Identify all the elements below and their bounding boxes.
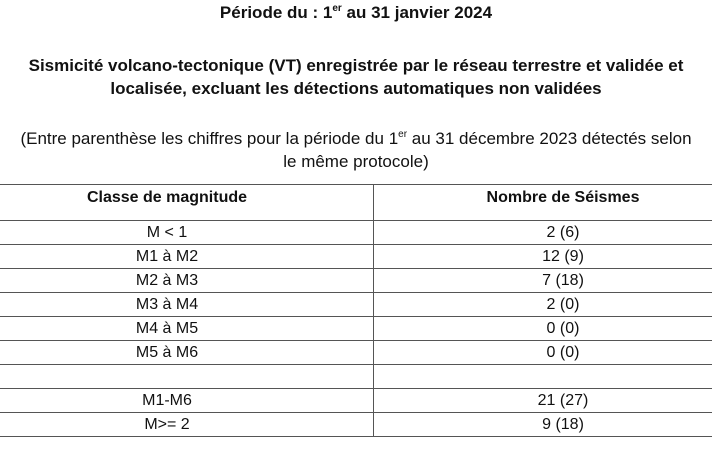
period-title-superscript: er [332,3,342,14]
magnitude-class-cell: M1 à M2 [0,245,374,269]
earthquake-count-cell: 21 (27) [374,389,712,413]
magnitude-class-cell: M>= 2 [0,413,374,437]
table-row [0,341,712,365]
table-row [0,245,712,269]
earthquake-count-cell: 12 (9) [374,245,712,269]
table-row [0,269,712,293]
magnitude-class-cell: M4 à M5 [0,317,374,341]
magnitude-class-cell: M1-M6 [0,389,374,413]
magnitude-class-cell: M3 à M4 [0,293,374,317]
comparison-note-line-1 [0,129,712,149]
table-row [0,293,712,317]
period-title-prefix: Période du : 1 [219,3,333,22]
period-title-suffix: au 31 janvier 2024 [341,3,493,22]
comparison-note-line-2: le même protocole) [283,152,429,171]
table-row-total [0,389,712,413]
seismicity-table [0,184,712,437]
table-row [0,317,712,341]
earthquake-count-cell [374,365,712,389]
table-row-total [0,413,712,437]
magnitude-class-cell [0,365,374,389]
header-earthquake-count: Nombre de Séismes [374,185,712,221]
subtitle-line-1: Sismicité volcano-tectonique (VT) enregistrée par le réseau terrestre et validée et [28,56,684,75]
earthquake-count-cell: 7 (18) [374,269,712,293]
note-suffix: au 31 décembre 2023 détectés selon [407,129,692,148]
earthquake-count-cell: 0 (0) [374,341,712,365]
magnitude-class-cell: M < 1 [0,221,374,245]
earthquake-count-cell: 2 (0) [374,293,712,317]
note-prefix: (Entre parenthèse les chiffres pour la période du 1 [20,129,399,148]
table-header-row [0,185,712,221]
period-title [0,3,712,23]
header-magnitude-class: Classe de magnitude [0,185,374,221]
table-row-empty [0,365,712,389]
table-row [0,221,712,245]
earthquake-count-cell: 2 (6) [374,221,712,245]
earthquake-count-cell: 9 (18) [374,413,712,437]
note-superscript: er [398,129,408,140]
subtitle-line-2: localisée, excluant les détections automatiques non validées [110,79,602,98]
earthquake-count-cell: 0 (0) [374,317,712,341]
magnitude-class-cell: M2 à M3 [0,269,374,293]
magnitude-class-cell: M5 à M6 [0,341,374,365]
